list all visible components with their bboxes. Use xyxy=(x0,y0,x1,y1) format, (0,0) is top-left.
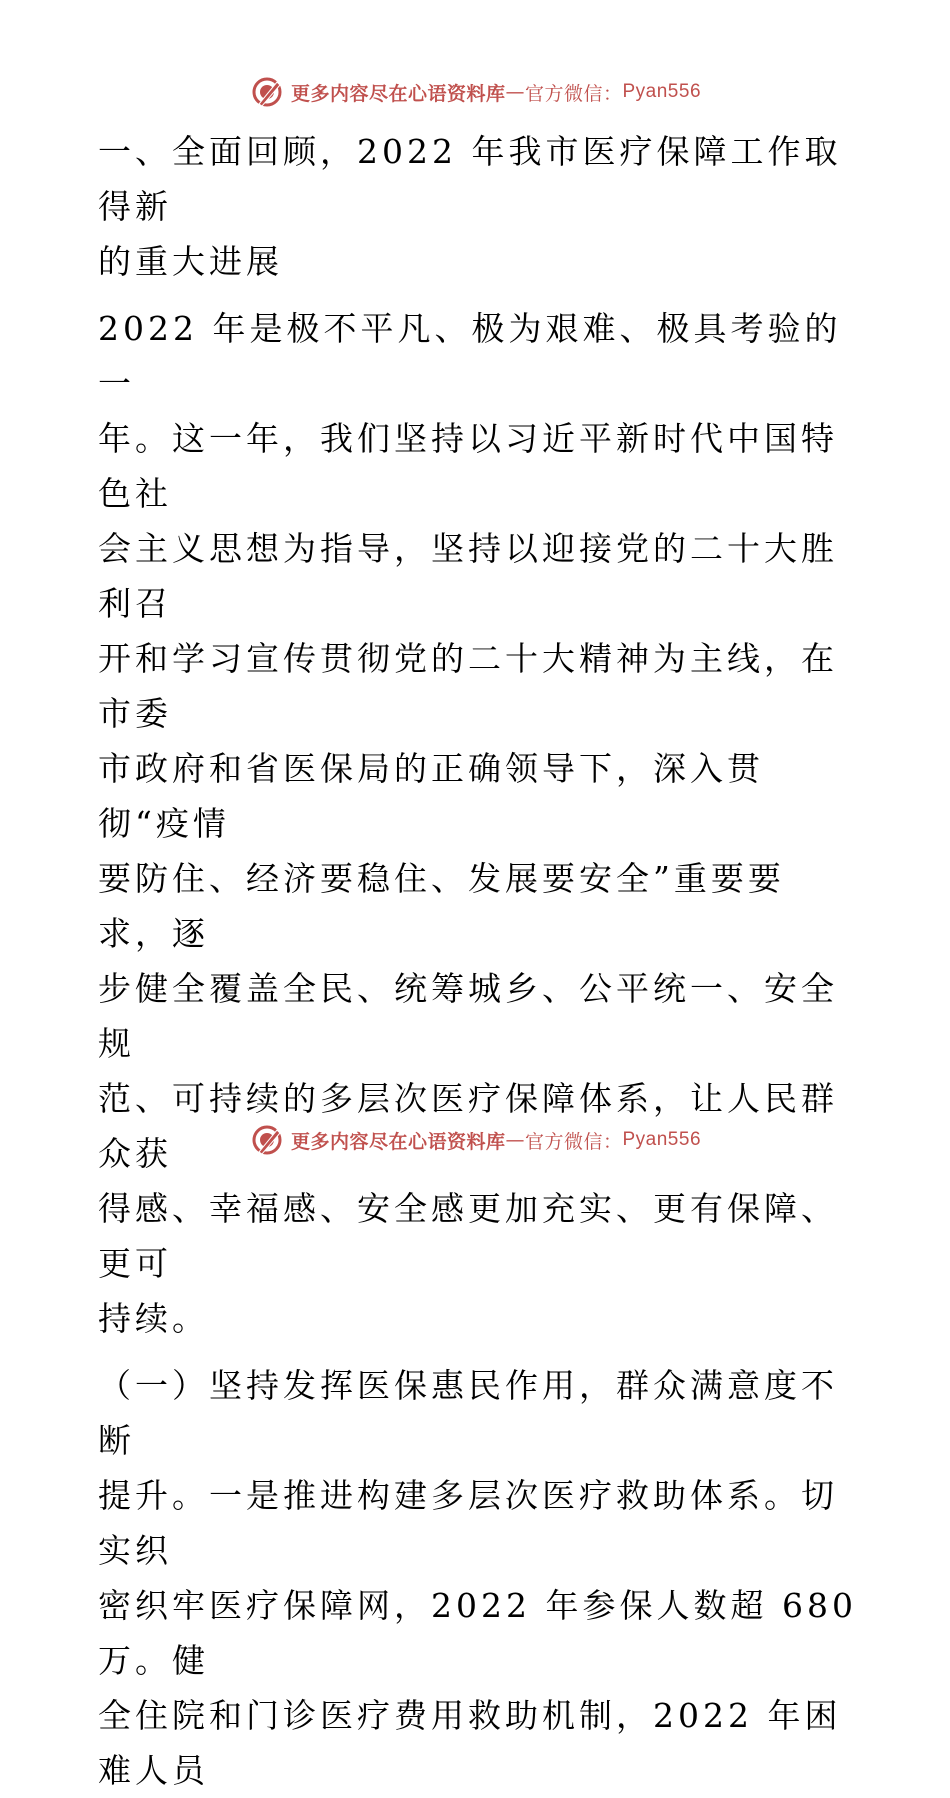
pen-logo-icon xyxy=(249,74,285,110)
paragraph-2: （一）坚持发挥医保惠民作用，群众满意度不断 提升。一是推进构建多层次医疗救助体系。切实织 密织牢医疗保障网，2022 年参保人数超 680 万。健 全住院和门诊医疗费用救助机制，2022 年困难人员 xyxy=(98,1366,857,1790)
section-heading: 一、全面回顾，2022 年我市医疗保障工作取得新 的重大进展 xyxy=(98,132,842,281)
watermark-text: 更多内容尽在心语资料库 xyxy=(290,1130,506,1153)
watermark-wechat-id: Pyan556 xyxy=(622,81,702,102)
watermark-wechat-label: 官方微信： xyxy=(524,82,623,105)
watermark-wechat-id: Pyan556 xyxy=(622,1129,702,1150)
watermark-text: 更多内容尽在心语资料库 xyxy=(290,82,506,105)
watermark-header xyxy=(0,72,950,112)
document-body xyxy=(98,124,858,1798)
watermark-dash: — xyxy=(505,81,525,103)
watermark-dash: — xyxy=(505,1129,525,1151)
paragraph-1: 2022 年是极不平凡、极为艰难、极具考验的一 年。这一年，我们坚持以习近平新时代中国特色社 会主义思想为指导，坚持以迎接党的二十大胜利召 开和学习宣传贯彻党的二十大精神为主线，在市委 市政府和省医保局的正确领导下，深入贯彻“疫情 要防住、经济要稳住、发展要安全”重要要求，逐 步健全覆盖全民、统筹城乡、公平统一、安全规 范、可持续的多层次医疗保障体系，让人民群众获 得感、幸福感、安全感更加充实、更有保障、更可 持续。 xyxy=(98,309,842,1338)
watermark-footer xyxy=(0,1120,950,1160)
watermark-wechat-label: 官方微信： xyxy=(524,1130,623,1153)
pen-logo-icon xyxy=(249,1122,285,1158)
